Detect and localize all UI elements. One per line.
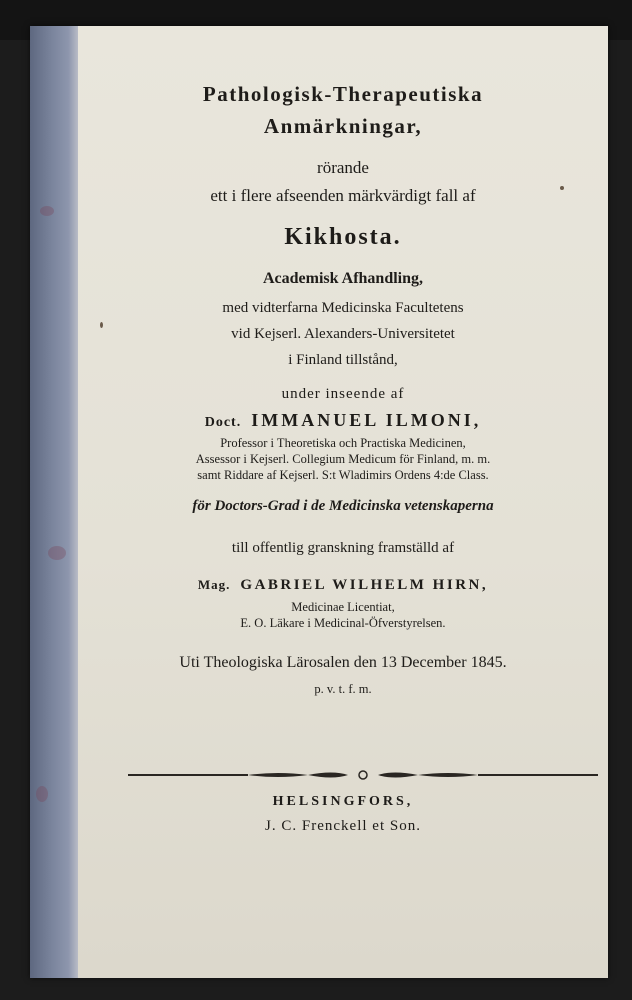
author-title: Mag. — [197, 577, 231, 592]
presider-line — [78, 410, 608, 431]
author-role-1: Medicinae Licentiat, — [291, 600, 395, 614]
stain — [48, 546, 66, 560]
venue-line: Uti Theologiska Lärosalen den 13 December 1845. — [179, 654, 507, 671]
stain — [36, 786, 48, 802]
presider-role-3: samt Riddare af Kejserl. S:t Wladimirs Ordens 4:de Class. — [197, 468, 489, 482]
title-line-1: Pathologisk-Therapeutiska — [202, 82, 484, 106]
paper-speck — [560, 186, 564, 190]
author-role-2: E. O. Läkare i Medicinal-Öfverstyrelsen. — [240, 616, 446, 630]
author-name: GABRIEL WILHELM HIRN, — [240, 577, 489, 593]
case-line: ett i flere afseenden märkvärdigt fall af — [210, 186, 476, 205]
paper-speck — [100, 322, 103, 328]
title-page — [30, 26, 608, 978]
degree-line: för Doctors-Grad i de Medicinska vetenskaperna — [192, 498, 494, 514]
presider-role-1: Professor i Theoretiska och Practiska Medicinen, — [220, 436, 466, 450]
university-line: vid Kejserl. Alexanders-Universitetet — [231, 326, 455, 342]
title-page-text — [78, 26, 608, 978]
book-spine — [30, 26, 78, 978]
rorande-line: rörande — [317, 158, 369, 177]
printer-line: J. C. Frenckell et Son. — [265, 818, 421, 834]
author-line — [78, 576, 608, 594]
presider-name: IMMANUEL ILMONI, — [251, 410, 482, 430]
presented-line: till offentlig granskning framställd af — [231, 540, 455, 556]
city-line: HELSINGFORS, — [272, 794, 414, 809]
presider-role-2: Assessor i Kejserl. Collegium Medicum för Finland, m. m. — [195, 452, 491, 466]
permission-line: i Finland tillstånd, — [288, 352, 398, 368]
dissertation-line: Academisk Afhandling, — [262, 270, 424, 287]
disease-name: Kikhosta. — [284, 224, 402, 250]
stain — [40, 206, 54, 216]
faculty-line: med vidterfarna Medicinska Facultetens — [222, 300, 464, 316]
ornamental-rule — [128, 768, 598, 782]
title-line-2: Anmärkningar, — [263, 114, 423, 138]
abbrev-line: p. v. t. f. m. — [314, 682, 372, 696]
presider-title: Doct. — [204, 415, 242, 430]
under-line: under inseende af — [281, 386, 405, 402]
